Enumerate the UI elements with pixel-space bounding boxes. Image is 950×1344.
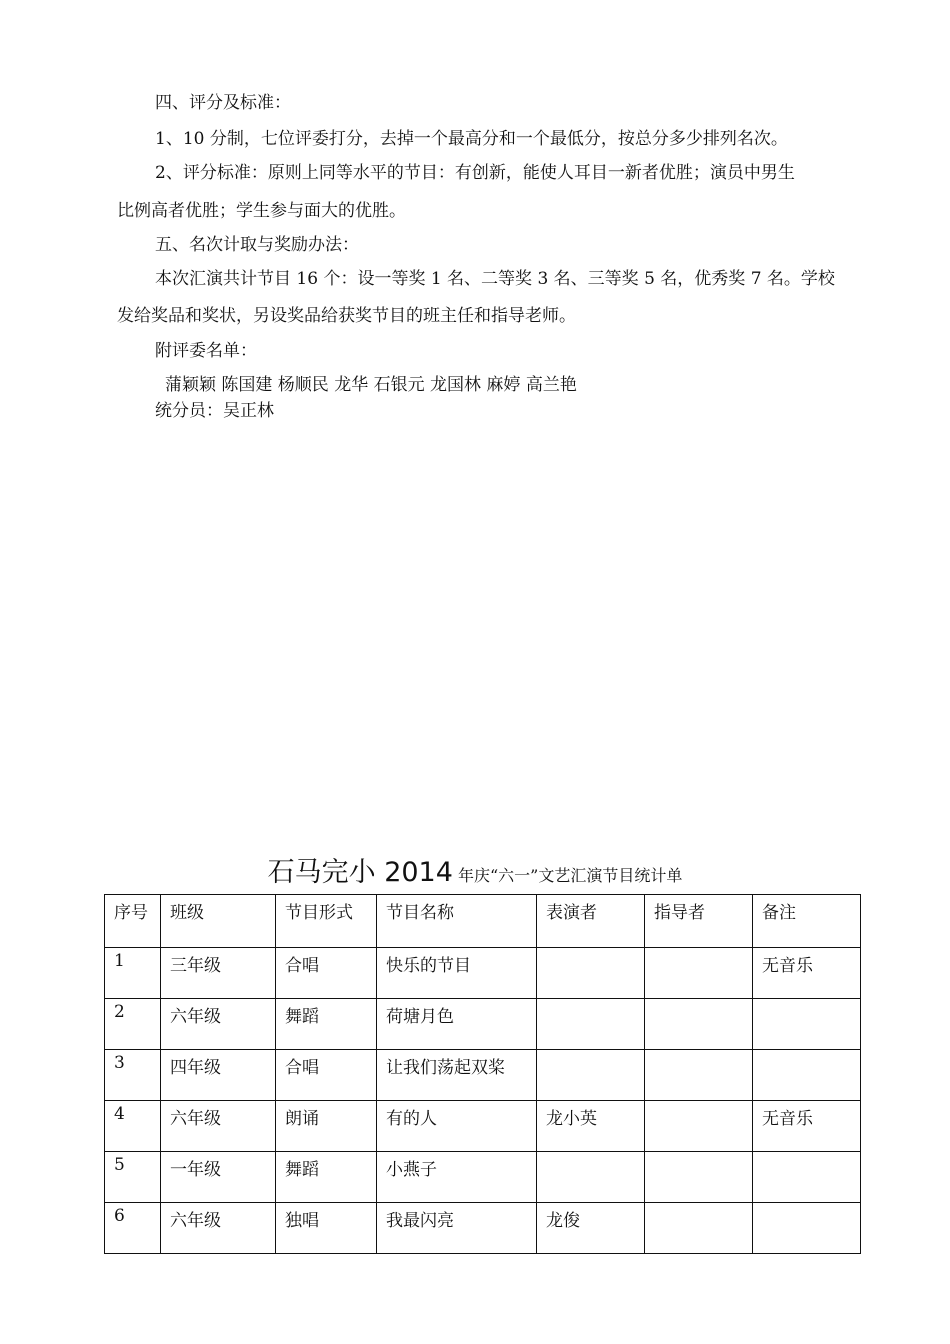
judges-heading: 附评委名单： [155,341,257,361]
table-cell [645,1101,753,1152]
header-cell: 备注 [753,895,861,948]
table-title-sub: 年庆“六一”文艺汇演节目统计单 [458,866,683,885]
table-cell: 6 [105,1203,161,1254]
table-cell: 六年级 [161,1203,276,1254]
table-cell: 合唱 [276,1050,377,1101]
table-cell [537,1050,645,1101]
scoring-rule-1: 1、10 分制，七位评委打分，去掉一个最高分和一个最低分，按总分多少排列名次。 [155,129,788,149]
table-cell [645,1152,753,1203]
table-cell: 龙俊 [537,1203,645,1254]
table-cell: 六年级 [161,1101,276,1152]
table-cell: 荷塘月色 [377,999,537,1050]
header-cell: 指导者 [645,895,753,948]
table-row [105,1050,861,1101]
judges-list: 蒲颖颖 陈国建 杨顺民 龙华 石银元 龙国林 麻婷 高兰艳 [165,375,577,395]
table-row [105,948,861,999]
table-cell: 小燕子 [377,1152,537,1203]
table-row [105,1101,861,1152]
table-cell: 5 [105,1152,161,1203]
table-cell: 舞蹈 [276,1152,377,1203]
table-cell: 无音乐 [753,948,861,999]
table-cell [753,1203,861,1254]
table-cell: 让我们荡起双桨 [377,1050,537,1101]
table-cell: 三年级 [161,948,276,999]
table-cell: 2 [105,999,161,1050]
table-row [105,1203,861,1254]
table-cell [753,1050,861,1101]
table-cell [753,1152,861,1203]
table-cell [645,1203,753,1254]
table-title-main: 石马完小 2014 [267,857,453,888]
table-cell: 一年级 [161,1152,276,1203]
table-cell [537,1152,645,1203]
table-row [105,1152,861,1203]
table-title [0,850,950,889]
table-cell: 我最闪亮 [377,1203,537,1254]
table-cell: 合唱 [276,948,377,999]
table-header-row [105,895,861,948]
table-cell: 龙小英 [537,1101,645,1152]
table-cell: 朗诵 [276,1101,377,1152]
table-cell [645,1050,753,1101]
table-cell: 四年级 [161,1050,276,1101]
table-cell: 3 [105,1050,161,1101]
table-cell: 独唱 [276,1203,377,1254]
scorekeeper: 统分员：吴正林 [155,401,274,421]
table-cell: 无音乐 [753,1101,861,1152]
table-cell [537,948,645,999]
table-cell: 快乐的节目 [377,948,537,999]
awards-text-line2: 发给奖品和奖状，另设奖品给获奖节目的班主任和指导老师。 [117,306,576,326]
section-heading-scoring: 四、评分及标准： [155,93,291,113]
table-cell: 4 [105,1101,161,1152]
section-heading-awards: 五、名次计取与奖励办法： [155,235,359,255]
table-cell: 舞蹈 [276,999,377,1050]
header-cell: 表演者 [537,895,645,948]
table-cell [645,948,753,999]
table-row [105,999,861,1050]
table-cell [753,999,861,1050]
awards-text-line1: 本次汇演共计节目 16 个：设一等奖 1 名、二等奖 3 名、三等奖 5 名，优秀奖 7 名。学校 [155,269,835,289]
scoring-rule-2-line2: 比例高者优胜；学生参与面大的优胜。 [117,201,406,221]
header-cell: 节目形式 [276,895,377,948]
table-cell: 1 [105,948,161,999]
table-cell: 六年级 [161,999,276,1050]
program-table [104,894,861,1254]
scoring-rule-2-line1: 2、评分标准：原则上同等水平的节目：有创新，能使人耳目一新者优胜；演员中男生 [155,163,795,183]
table-cell [645,999,753,1050]
header-cell: 节目名称 [377,895,537,948]
table-cell [537,999,645,1050]
table-cell: 有的人 [377,1101,537,1152]
header-cell: 序号 [105,895,161,948]
header-cell: 班级 [161,895,276,948]
